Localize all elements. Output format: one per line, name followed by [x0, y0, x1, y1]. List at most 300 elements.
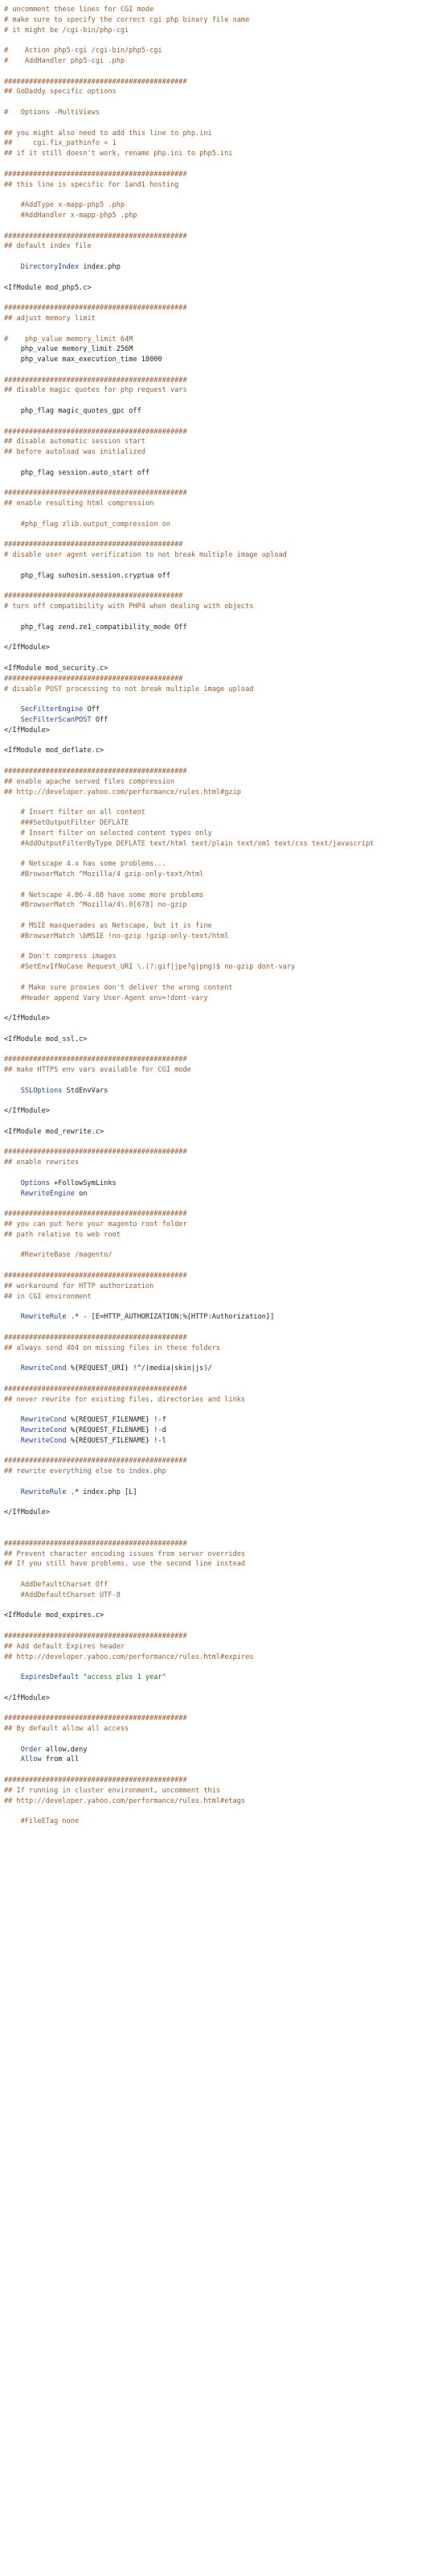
- code-line: [4, 726, 442, 736]
- comment-text: # AddHandler php5-cgi .php: [4, 56, 125, 65]
- code-line: [4, 376, 442, 386]
- code-line: [4, 468, 442, 479]
- code-line: [4, 612, 442, 623]
- code-line: [4, 1446, 442, 1457]
- directive-keyword: DirectoryIndex: [4, 262, 80, 271]
- comment-text: ###########################################: [4, 592, 183, 601]
- comment-text: ############################################: [4, 304, 187, 313]
- comment-text: ## Prevent character encoding issues from server overrides: [4, 1549, 246, 1558]
- code-text: <IfModule mod_expires.c>: [4, 1611, 104, 1620]
- code-line: [4, 1333, 442, 1344]
- comment-text: # disable POST processing to not break multiple image upload: [4, 685, 254, 693]
- code-line: [4, 1353, 442, 1364]
- code-line: [4, 1652, 442, 1663]
- code-line: [4, 170, 442, 180]
- code-line: [4, 932, 442, 942]
- code-line: [4, 396, 442, 406]
- code-line: [4, 335, 442, 345]
- code-text: <IfModule mod_rewrite.c>: [4, 1127, 104, 1136]
- comment-text: ## if it still doesn't work, rename php.ini to php5.ini: [4, 150, 233, 158]
- code-line: [4, 211, 442, 221]
- code-line: [4, 705, 442, 715]
- comment-text: # Options -MultiViews: [4, 108, 100, 117]
- code-line: [4, 921, 442, 932]
- comment-text: ############################################: [4, 1539, 187, 1548]
- directive-keyword: RewriteCond: [4, 1364, 67, 1373]
- code-text: </IfModule>: [4, 1107, 50, 1116]
- comment-text: ## never rewrite for existing files, directories and links: [4, 1395, 246, 1404]
- comment-text: ## enable apache served files compression: [4, 777, 175, 786]
- comment-text: # Make sure proxies don't deliver the wrong content: [4, 983, 233, 992]
- code-line: [4, 870, 442, 880]
- directive-args: "access plus 1 year": [79, 1673, 166, 1682]
- comment-text: # turn off compatibility with PHP4 when dealing with objects: [4, 603, 254, 611]
- code-line: [4, 180, 442, 191]
- code-line: [4, 994, 442, 1004]
- code-line: [4, 1209, 442, 1220]
- code-line: [4, 1467, 442, 1477]
- comment-text: ###########################################: [4, 541, 183, 549]
- comment-text: ############################################: [4, 376, 187, 385]
- comment-text: # Don't compress images: [4, 953, 117, 961]
- comment-text: ############################################: [4, 1056, 187, 1064]
- comment-text: ###SetOutputFilter DEFLATE: [4, 818, 129, 827]
- code-line: [4, 262, 442, 273]
- code-line: [4, 694, 442, 705]
- code-line: [4, 1395, 442, 1405]
- comment-text: ############################################: [4, 170, 187, 179]
- directive-keyword: RewriteEngine: [4, 1189, 75, 1198]
- directive-keyword: SecFilterScanPOST: [4, 715, 92, 724]
- directive-args: Off: [91, 715, 108, 724]
- code-line: [4, 252, 442, 262]
- code-line: [4, 1292, 442, 1302]
- code-line: [4, 1724, 442, 1734]
- comment-text: ## http://developer.yahoo.com/performance/rules.html#gzip: [4, 788, 241, 796]
- comment-text: ## path relative to web root: [4, 1230, 121, 1239]
- code-line: [4, 46, 442, 56]
- code-line: [4, 1323, 442, 1333]
- comment-text: #FileETag none: [4, 1817, 80, 1826]
- code-text: </IfModule>: [4, 1014, 50, 1023]
- code-line: [4, 1518, 442, 1529]
- code-text: php_flag session.auto_start off: [4, 468, 150, 477]
- code-line: [4, 540, 442, 550]
- comment-text: ############################################: [4, 1148, 187, 1157]
- code-line: [4, 1086, 442, 1097]
- directive-args: .* index.php [L]: [66, 1488, 137, 1496]
- code-line: [4, 1621, 442, 1632]
- comment-text: #AddHandler x-mapp-php5 .php: [4, 211, 137, 220]
- code-line: [4, 406, 442, 417]
- comment-text: # MSIE masquerades as Netscape, but it is fine: [4, 921, 212, 930]
- comment-text: #RewriteBase /magento/: [4, 1251, 113, 1260]
- code-line: [4, 767, 442, 777]
- code-line: [4, 1117, 442, 1127]
- code-line: [4, 1106, 442, 1117]
- comment-text: ############################################: [4, 1385, 187, 1393]
- comment-text: ## Add default Expires header: [4, 1642, 125, 1651]
- directive-args: %{REQUEST_FILENAME} !-d: [66, 1426, 166, 1434]
- code-line: [4, 1127, 442, 1138]
- code-text: <IfModule mod_php5.c>: [4, 283, 92, 292]
- directive-args: index.php: [79, 262, 121, 271]
- code-line: [4, 1385, 442, 1395]
- code-line: [4, 138, 442, 149]
- code-line: [4, 550, 442, 561]
- code-line: [4, 303, 442, 314]
- code-line: [4, 293, 442, 303]
- code-line: [4, 437, 442, 447]
- code-line: [4, 746, 442, 756]
- code-line: [4, 479, 442, 489]
- code-line: [4, 1168, 442, 1179]
- code-line: [4, 67, 442, 77]
- code-line: [4, 1282, 442, 1292]
- code-line: [4, 1703, 442, 1714]
- directive-args: %{REQUEST_URI} !^/(media|skin|js)/: [66, 1364, 212, 1373]
- comment-text: ## If you still have problems, use the second line instead: [4, 1560, 246, 1569]
- code-line: [4, 129, 442, 139]
- comment-text: ## enable rewrites: [4, 1158, 80, 1167]
- code-text: </IfModule>: [4, 726, 50, 735]
- code-line: [4, 1415, 442, 1426]
- code-line: [4, 427, 442, 438]
- directive-keyword: RewriteCond: [4, 1436, 67, 1445]
- comment-text: ############################################: [4, 767, 187, 776]
- code-line: [4, 643, 442, 653]
- code-line: [4, 602, 442, 612]
- directive-args: .* - [E=HTTP_AUTHORIZATION:%{HTTP:Authorization}]: [66, 1313, 275, 1322]
- code-line: [4, 571, 442, 582]
- comment-text: # Action php5-cgi /cgi-bin/php5-cgi: [4, 47, 162, 56]
- code-line: [4, 1601, 442, 1611]
- code-line: [4, 1364, 442, 1374]
- code-line: [4, 1426, 442, 1436]
- comment-text: #Header append Vary User-Agent env=!dont-vary: [4, 994, 208, 1002]
- directive-keyword: SecFilterEngine: [4, 706, 84, 714]
- code-line: [4, 1271, 442, 1282]
- code-line: [4, 509, 442, 520]
- comment-text: ############################################: [4, 232, 187, 241]
- code-line: [4, 952, 442, 962]
- code-line: [4, 839, 442, 850]
- code-line: [4, 1241, 442, 1251]
- code-text: <IfModule mod_deflate.c>: [4, 747, 104, 755]
- code-line: [4, 1529, 442, 1539]
- code-line: [4, 488, 442, 499]
- code-line: [4, 1786, 442, 1796]
- code-line: [4, 1024, 442, 1035]
- code-line: [4, 385, 442, 396]
- code-line: [4, 1302, 442, 1312]
- code-line: [4, 221, 442, 232]
- code-line: [4, 561, 442, 571]
- directive-keyword: Order: [4, 1745, 42, 1754]
- code-text: php_flag magic_quotes_gpc off: [4, 407, 141, 416]
- code-line: [4, 1642, 442, 1652]
- comment-text: ############################################: [4, 1457, 187, 1466]
- code-line: [4, 1817, 442, 1827]
- comment-text: ## enable resulting html compression: [4, 500, 154, 508]
- directive-args: %{REQUEST_FILENAME} !-l: [66, 1436, 166, 1445]
- comment-text: # Insert filter on all content: [4, 809, 145, 817]
- code-line: [4, 788, 442, 798]
- comment-text: ## in CGI environment: [4, 1292, 92, 1301]
- directive-args: allow,deny: [41, 1745, 88, 1754]
- code-line: [4, 1508, 442, 1518]
- comment-text: ## disable magic quotes for php request vars: [4, 386, 187, 395]
- code-line: [4, 962, 442, 973]
- code-line: [4, 736, 442, 747]
- code-line: [4, 283, 442, 294]
- code-line: [4, 1693, 442, 1704]
- code-line: [4, 1734, 442, 1745]
- comment-text: ## default index file: [4, 242, 92, 251]
- code-line: [4, 273, 442, 283]
- comment-text: #AddDefaultCharset UTF-8: [4, 1590, 121, 1599]
- code-line: [4, 1796, 442, 1807]
- code-line: [4, 1220, 442, 1230]
- code-line: [4, 983, 442, 994]
- code-line: [4, 1014, 442, 1024]
- code-line: [4, 777, 442, 788]
- comment-text: AddDefaultCharset Off: [4, 1580, 108, 1589]
- comment-text: ## If running in cluster environment, uncomment this: [4, 1786, 221, 1795]
- code-line: [4, 1230, 442, 1241]
- code-line: [4, 1498, 442, 1508]
- code-line: [4, 1755, 442, 1765]
- code-line: [4, 365, 442, 376]
- comment-text: #BrowserMatch ^Mozilla/4\.0[678] no-gzip: [4, 901, 187, 910]
- code-line: [4, 891, 442, 901]
- code-line: [4, 1580, 442, 1590]
- comment-text: ## GoDaddy specific options: [4, 88, 117, 97]
- code-line: [4, 1436, 442, 1446]
- comment-text: ############################################: [4, 427, 187, 436]
- comment-text: ############################################: [4, 1714, 187, 1723]
- code-line: [4, 1683, 442, 1693]
- code-line: [4, 499, 442, 509]
- code-line: [4, 1673, 442, 1683]
- code-line: [4, 1158, 442, 1168]
- code-line: [4, 200, 442, 211]
- comment-text: ## rewrite everything else to index.php: [4, 1467, 166, 1476]
- comment-text: ############################################: [4, 1776, 187, 1785]
- comment-text: ############################################: [4, 489, 187, 498]
- comment-text: # disable user agent verification to not break multiple image upload: [4, 551, 287, 560]
- comment-text: # Netscape 4.x has some problems...: [4, 860, 166, 869]
- code-line: [4, 1261, 442, 1271]
- code-line: [4, 159, 442, 170]
- code-line: [4, 530, 442, 541]
- code-line: [4, 797, 442, 808]
- code-line: [4, 859, 442, 870]
- comment-text: #AddType x-mapp-php5 .php: [4, 201, 125, 210]
- code-line: [4, 1662, 442, 1673]
- code-text: php_value memory_limit 256M: [4, 345, 133, 354]
- code-line: [4, 715, 442, 726]
- comment-text: ## make HTTPS env vars available for CGI mode: [4, 1066, 191, 1075]
- comment-text: # it might be /cgi-bin/php-cgi: [4, 26, 129, 35]
- code-text: <IfModule mod_ssl.c>: [4, 1035, 88, 1043]
- comment-text: ## adjust memory limit: [4, 314, 96, 323]
- code-text: php_flag zend.ze1_compatibility_mode Off: [4, 623, 187, 632]
- code-line: [4, 1570, 442, 1580]
- code-line: [4, 1312, 442, 1323]
- code-line: [4, 1138, 442, 1148]
- code-line: [4, 1539, 442, 1549]
- code-line: [4, 1179, 442, 1189]
- directive-args: from all: [41, 1755, 80, 1764]
- code-line: [4, 1714, 442, 1724]
- code-line: [4, 15, 442, 26]
- code-line: [4, 1611, 442, 1621]
- comment-text: # php_value memory_limit 64M: [4, 335, 133, 344]
- code-line: [4, 880, 442, 891]
- code-line: [4, 232, 442, 242]
- code-line: [4, 520, 442, 530]
- code-line: [4, 1250, 442, 1261]
- comment-text: ############################################: [4, 77, 187, 86]
- code-line: [4, 1344, 442, 1354]
- code-line: [4, 1044, 442, 1055]
- directive-args: %{REQUEST_FILENAME} !-f: [66, 1416, 166, 1425]
- directive-keyword: RewriteCond: [4, 1416, 67, 1425]
- directive-keyword: RewriteRule: [4, 1313, 67, 1322]
- code-line: [4, 1055, 442, 1065]
- code-line: [4, 1076, 442, 1086]
- directive-keyword: Allow: [4, 1755, 42, 1764]
- comment-text: ## workaround for HTTP authorization: [4, 1282, 154, 1290]
- code-line: [4, 674, 442, 685]
- comment-text: ############################################: [4, 1272, 187, 1281]
- code-line: [4, 942, 442, 953]
- directive-keyword: ExpiresDefault: [4, 1673, 80, 1682]
- code-line: [4, 1488, 442, 1498]
- code-line: [4, 1456, 442, 1467]
- comment-text: ## http://developer.yahoo.com/performance/rules.html#expires: [4, 1652, 254, 1661]
- comment-text: # make sure to specify the correct cgi php binary file name: [4, 15, 250, 24]
- code-line: [4, 5, 442, 15]
- comment-text: ## this line is specific for 1and1 hosting: [4, 180, 179, 189]
- code-line: [4, 87, 442, 97]
- code-line: [4, 633, 442, 644]
- code-line: [4, 314, 442, 324]
- comment-text: # uncomment these lines for CGI mode: [4, 6, 154, 14]
- code-line: [4, 1003, 442, 1014]
- code-line: [4, 623, 442, 633]
- code-line: [4, 1189, 442, 1200]
- code-line: [4, 1477, 442, 1488]
- comment-text: # Netscape 4.06-4.08 have some more problems: [4, 891, 204, 899]
- code-text: <IfModule mod_security.c>: [4, 665, 108, 673]
- code-line: [4, 685, 442, 695]
- code-text: </IfModule>: [4, 1508, 50, 1517]
- comment-text: ## always send 404 on missing files in these folders: [4, 1344, 221, 1352]
- code-line: [4, 973, 442, 983]
- code-line: [4, 447, 442, 458]
- comment-text: ## you might also need to add this line to php.ini: [4, 129, 212, 138]
- code-line: [4, 849, 442, 859]
- code-line: [4, 108, 442, 118]
- code-line: [4, 1035, 442, 1045]
- code-line: [4, 653, 442, 664]
- code-line: [4, 77, 442, 88]
- code-line: [4, 808, 442, 818]
- comment-text: #SetEnvIfNoCase Request_URI \.(?:gif|jpe?g|png)$ no-gzip dont-vary: [4, 963, 296, 972]
- code-line: [4, 1806, 442, 1817]
- code-line: [4, 35, 442, 46]
- code-line: [4, 756, 442, 767]
- directive-keyword: RewriteRule: [4, 1488, 67, 1496]
- code-line: [4, 664, 442, 674]
- directive-args: on: [74, 1189, 88, 1198]
- comment-text: ## http://developer.yahoo.com/performance/rules.html#etags: [4, 1796, 246, 1805]
- code-line: [4, 1147, 442, 1158]
- comment-text: ###########################################: [4, 674, 183, 683]
- directive-keyword: RewriteCond: [4, 1426, 67, 1434]
- comment-text: ## you can put here your magento root folder: [4, 1220, 187, 1229]
- comment-text: #BrowserMatch \bMSIE !no-gzip !gzip-only-text/html: [4, 932, 229, 940]
- code-line: [4, 26, 442, 36]
- code-text: php_value max_execution_time 18000: [4, 356, 162, 364]
- code-line: [4, 1199, 442, 1209]
- code-line: [4, 118, 442, 129]
- code-text: </IfModule>: [4, 1693, 50, 1702]
- code-line: [4, 829, 442, 839]
- directive-args: StdEnvVars: [62, 1086, 108, 1095]
- code-line: [4, 1065, 442, 1076]
- code-line: [4, 355, 442, 365]
- code-line: [4, 97, 442, 108]
- code-line: [4, 911, 442, 921]
- code-line: [4, 324, 442, 335]
- code-line: [4, 344, 442, 355]
- directive-keyword: Options: [4, 1179, 50, 1187]
- code-text: </IfModule>: [4, 644, 50, 652]
- code-line: [4, 1776, 442, 1786]
- code-line: [4, 149, 442, 159]
- comment-text: ############################################: [4, 1333, 187, 1342]
- code-text: php_flag suhosin.session.cryptua off: [4, 571, 170, 580]
- code-line: [4, 1549, 442, 1560]
- code-line: [4, 417, 442, 427]
- comment-text: ## cgi.fix_pathinfo = 1: [4, 139, 117, 148]
- comment-text: ## By default allow all access: [4, 1725, 129, 1734]
- directive-args: Off: [83, 706, 100, 714]
- code-line: [4, 458, 442, 468]
- code-line: [4, 1745, 442, 1755]
- code-line: [4, 818, 442, 829]
- comment-text: ## before autoload was initialized: [4, 448, 145, 457]
- code-line: [4, 1559, 442, 1570]
- comment-text: #AddOutputFilterByType DEFLATE text/html text/plain text/xml text/css text/javascript: [4, 839, 374, 848]
- code-line: [4, 241, 442, 252]
- code-line: [4, 591, 442, 602]
- comment-text: #php_flag zlib.output_compression on: [4, 520, 170, 529]
- directive-keyword: SSLOptions: [4, 1086, 63, 1095]
- comment-text: # Insert filter on selected content types only: [4, 829, 212, 837]
- code-line: [4, 1765, 442, 1776]
- code-line: [4, 56, 442, 67]
- code-line: [4, 1405, 442, 1415]
- code-line: [4, 1590, 442, 1601]
- code-line: [4, 1632, 442, 1642]
- comment-text: #BrowserMatch ^Mozilla/4 gzip-only-text/html: [4, 870, 204, 879]
- comment-text: ############################################: [4, 1632, 187, 1640]
- code-line: [4, 1374, 442, 1385]
